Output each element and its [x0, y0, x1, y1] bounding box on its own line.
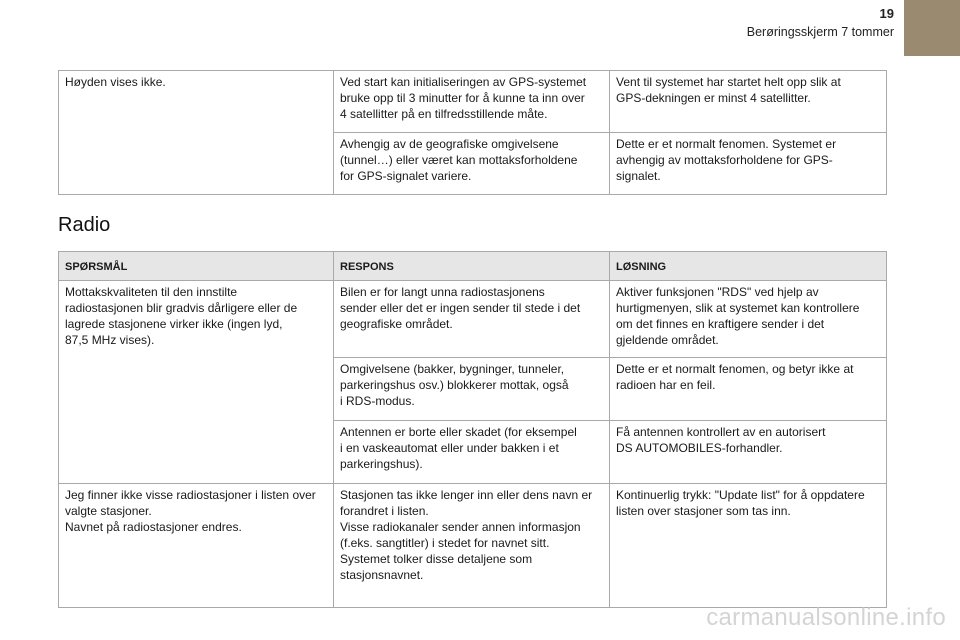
solution-cell: Dette er et normalt fenomen. Systemet er avhengig av mottaksforholdene for GPS- signalet. — [610, 133, 887, 195]
solution-cell: Få antennen kontrollert av en autorisert DS AUTOMOBILES-forhandler. — [610, 421, 887, 484]
question-cell: Mottakskvaliteten til den innstilte radiostasjonen blir gradvis dårligere eller de lagrede stasjonene virker ikke (ingen lyd, 87,5 MHz vises). — [59, 281, 334, 484]
page-number: 19 — [879, 6, 894, 21]
response-cell: Omgivelsene (bakker, bygninger, tunneler, parkeringshus osv.) blokkerer mottak, også i RDS-modus. — [334, 358, 610, 421]
watermark: carmanualsonline.info — [706, 604, 946, 631]
solution-cell: Aktiver funksjonen "RDS" ved hjelp av hurtigmenyen, slik at systemet kan kontrollere om det finnes en kraftigere sender i det gjeldende området. — [610, 281, 887, 358]
response-cell: Avhengig av de geografiske omgivelsene (tunnel…) eller været kan mottaksforholdene for GPS-signalet variere. — [334, 133, 610, 195]
solution-cell: Vent til systemet har startet helt opp slik at GPS-dekningen er minst 4 satellitter. — [610, 71, 887, 133]
column-header-response: RESPONS — [334, 252, 610, 281]
response-cell: Stasjonen tas ikke lenger inn eller dens navn er forandret i listen. Visse radiokanaler sender annen informasjon (f.eks. sangtitler) i stedet for navnet sitt. Systemet tolker disse detaljene som stasjonsnavnet. — [334, 484, 610, 608]
solution-cell: Kontinuerlig trykk: "Update list" for å oppdatere listen over stasjoner som tas inn. — [610, 484, 887, 608]
table-row — [59, 71, 887, 133]
page-tab — [904, 0, 960, 56]
response-cell: Antennen er borte eller skadet (for eksempel i en vaskeautomat eller under bakken i et parkeringshus). — [334, 421, 610, 484]
table-header-row — [59, 252, 887, 281]
column-header-question: SPØRSMÅL — [59, 252, 334, 281]
table-row — [59, 484, 887, 608]
column-header-solution: LØSNING — [610, 252, 887, 281]
section-heading-radio: Radio — [58, 214, 111, 236]
radio-troubleshooting-table — [58, 251, 887, 608]
question-cell: Jeg finner ikke visse radiostasjoner i listen over valgte stasjoner. Navnet på radiostasjoner endres. — [59, 484, 334, 608]
page-section-title: Berøringsskjerm 7 tommer — [746, 25, 894, 39]
response-cell: Ved start kan initialiseringen av GPS-systemet bruke opp til 3 minutter for å kunne ta inn over 4 satellitter på en tilfredsstillende måte. — [334, 71, 610, 133]
question-cell: Høyden vises ikke. — [59, 71, 334, 195]
solution-cell: Dette er et normalt fenomen, og betyr ikke at radioen har en feil. — [610, 358, 887, 421]
table-row — [59, 281, 887, 358]
response-cell: Bilen er for langt unna radiostasjonens sender eller det er ingen sender til stede i det geografiske området. — [334, 281, 610, 358]
gps-troubleshooting-table — [58, 70, 887, 195]
